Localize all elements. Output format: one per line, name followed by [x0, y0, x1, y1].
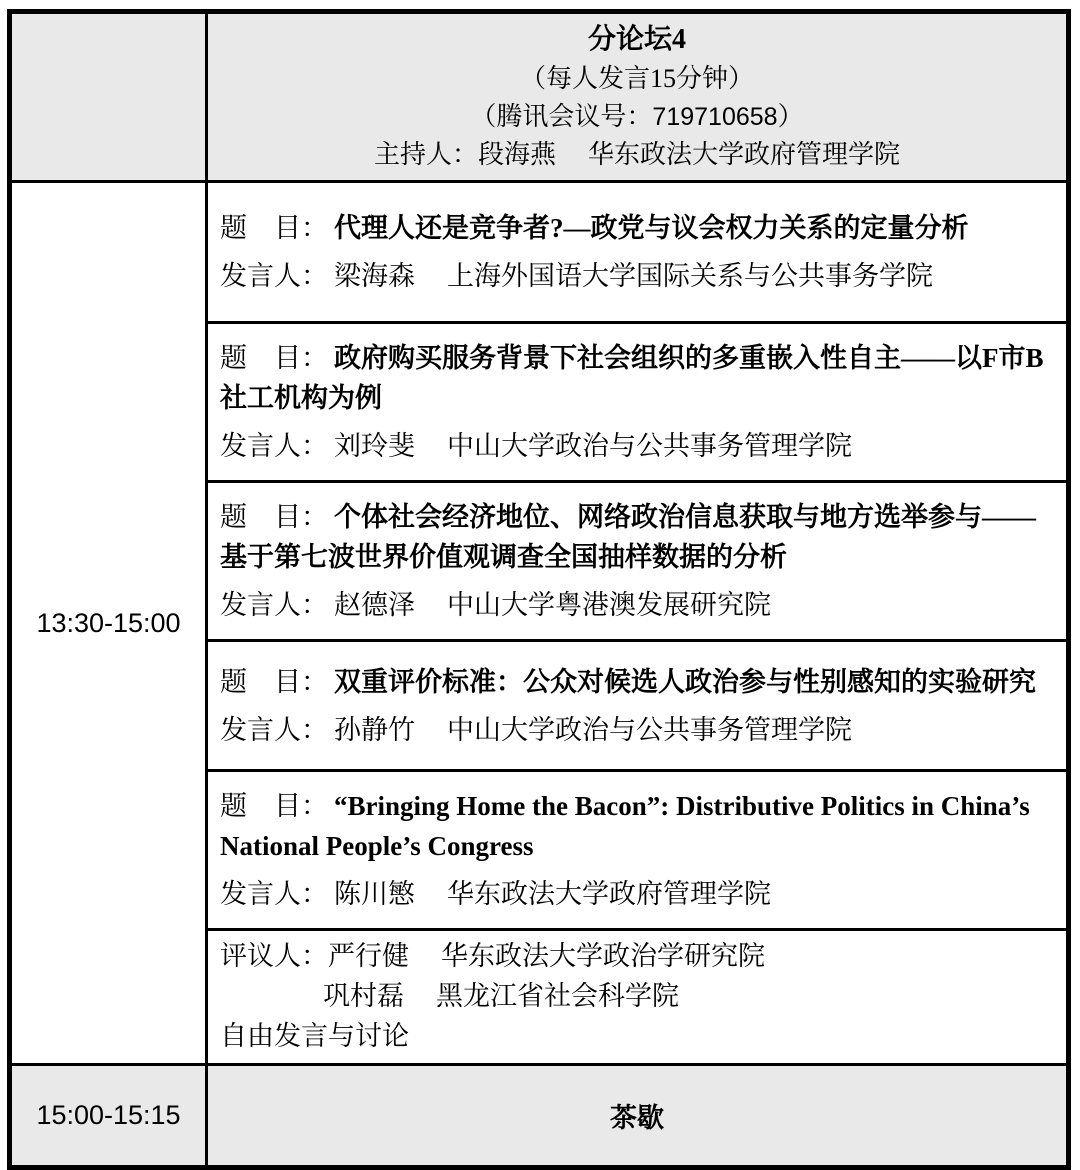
meeting-id-number: 719710658: [652, 103, 778, 131]
discussant-line-2: [220, 977, 1050, 1015]
speaker-name: 赵德泽: [334, 590, 415, 620]
break-time: 15:00-15:15: [10, 1065, 207, 1168]
schedule-table: [7, 9, 1071, 1170]
title-text: “Bringing Home the Bacon”: Distributive Politics in China’s National People’s Congress: [220, 791, 1030, 861]
header-empty-cell: [10, 12, 207, 182]
title-text: 代理人还是竞争者?—政党与议会权力关系的定量分析: [334, 213, 969, 243]
speaker-affiliation: 华东政法大学政府管理学院: [447, 879, 771, 909]
discussant-name: 严行健: [328, 941, 409, 971]
speaker-name: 陈川慜: [334, 879, 415, 909]
discussant-affiliation: 华东政法大学政治学研究院: [441, 941, 765, 971]
speaker-name: 孙静竹: [334, 714, 415, 745]
title-label: 题 目：: [220, 213, 328, 243]
forum-title: 分论坛4: [587, 24, 686, 55]
discussion-block: [207, 930, 1069, 1065]
title-text: 政府购买服务背景下社会组织的多重嵌入性自主——以F市B社工机构为例: [220, 343, 1044, 413]
presentation-block-2: [207, 323, 1069, 482]
break-row: [10, 1065, 1069, 1168]
speaker-label: 发言人：: [220, 714, 328, 745]
speaker-affiliation: 上海外国语大学国际关系与公共事务学院: [447, 261, 933, 291]
presentation-title-line: [220, 208, 1050, 248]
host-label: 主持人：: [373, 140, 478, 169]
discussant-affiliation: 黑龙江省社会科学院: [436, 981, 679, 1011]
presentation-speaker-line: [220, 874, 1050, 914]
host-name: 段海燕: [477, 140, 556, 169]
presentation-title-line: [220, 662, 1050, 702]
speaker-label: 发言人：: [220, 431, 328, 461]
meeting-id-suffix: ）: [777, 102, 804, 131]
speech-time-note: （每人发言15分钟）: [519, 64, 754, 93]
presentation-title-line: [220, 497, 1050, 577]
speaker-affiliation: 中山大学政治与公共事务管理学院: [447, 714, 852, 745]
presentation-row-1: [10, 182, 1069, 323]
header-row: [10, 12, 1069, 182]
discussant-line-1: [220, 937, 1050, 975]
host-affiliation: 华东政法大学政府管理学院: [588, 140, 901, 169]
presentation-speaker-line: [220, 256, 1050, 296]
meeting-id-line: [208, 98, 1066, 136]
speaker-label: 发言人：: [220, 879, 328, 909]
presentation-speaker-line: [220, 426, 1050, 466]
presentation-block-1: [207, 182, 1069, 323]
speaker-affiliation: 中山大学政治与公共事务管理学院: [447, 431, 852, 461]
presentation-title-line: [220, 338, 1050, 418]
title-text: 个体社会经济地位、网络政治信息获取与地方选举参与——基于第七波世界价值观调查全国抽样数据的分析: [220, 502, 1036, 572]
free-discussion-line: 自由发言与讨论: [220, 1021, 409, 1051]
conference-program: [7, 9, 1071, 1170]
host-line: [208, 136, 1066, 174]
forum-header-cell: [207, 12, 1069, 182]
title-label: 题 目：: [220, 666, 328, 697]
title-label: 题 目：: [220, 343, 328, 373]
session-time: 13:30-15:00: [10, 182, 207, 1065]
meeting-id-prefix: （腾讯会议号：: [470, 102, 653, 131]
break-label: 茶歇: [207, 1065, 1069, 1168]
title-label: 题 目：: [220, 502, 328, 532]
presentation-block-5: [207, 771, 1069, 930]
presentation-block-4: [207, 641, 1069, 771]
speaker-name: 刘玲斐: [334, 431, 415, 461]
presentation-speaker-line: [220, 585, 1050, 625]
presentation-title-line: [220, 786, 1050, 866]
speaker-label: 发言人：: [220, 590, 328, 620]
speaker-name: 梁海森: [334, 261, 415, 291]
title-label: 题 目：: [220, 791, 328, 821]
discussant-name: 巩村磊: [323, 981, 404, 1011]
presentation-block-3: [207, 482, 1069, 641]
speaker-label: 发言人：: [220, 261, 328, 291]
title-text: 双重评价标准：公众对候选人政治参与性别感知的实验研究: [334, 666, 1036, 697]
presentation-speaker-line: [220, 710, 1050, 750]
discussant-label: 评议人：: [220, 941, 328, 971]
speaker-affiliation: 中山大学粤港澳发展研究院: [447, 590, 771, 620]
